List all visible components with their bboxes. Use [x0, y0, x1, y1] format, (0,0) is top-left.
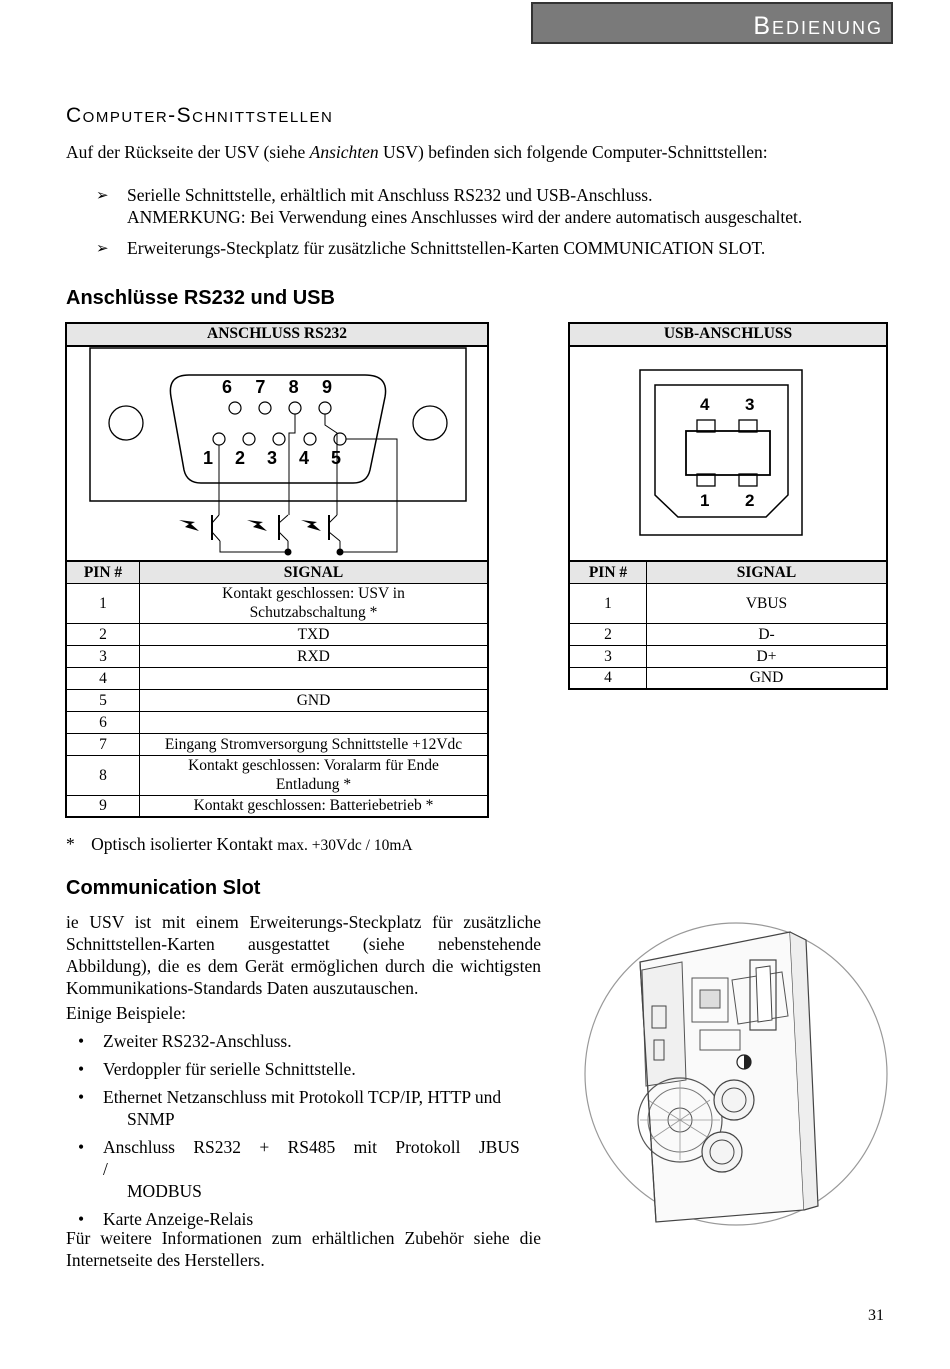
table-row [66, 667, 488, 689]
usb-pin-table [568, 560, 888, 690]
table-row [66, 733, 488, 755]
column-header-signal: SIGNAL [140, 561, 489, 583]
signal-cell: VBUS [647, 583, 888, 623]
db9-top-pin-labels [222, 377, 332, 398]
db9-bottom-pin-labels [203, 448, 341, 469]
usb-b-connector-diagram [570, 345, 885, 561]
examples-list [66, 1030, 541, 1230]
signal-cell [140, 583, 489, 623]
closing-paragraph: Für weitere Informationen zum erhältlichen Zubehör siehe die Internetseite des Herstellers. [66, 1228, 541, 1270]
table-row [66, 583, 488, 623]
list-item [66, 1136, 541, 1202]
list-item [66, 1086, 541, 1130]
list-item [66, 1058, 541, 1080]
list-item-text: Anschluss RS232 + RS485 mit Protokoll JBUS / [103, 1137, 520, 1179]
chapter-title: Bedienung [753, 12, 883, 40]
pin-label: 3 [266, 448, 277, 468]
rs232-box-title: ANSCHLUSS RS232 [65, 322, 489, 347]
signal-line: Schutzabschaltung * [249, 604, 378, 621]
pin-cell: 1 [569, 583, 647, 623]
column-header-pin: PIN # [66, 561, 140, 583]
signal-cell: TXD [140, 623, 489, 645]
pin-cell: 1 [66, 583, 140, 623]
pin-cell: 9 [66, 795, 140, 817]
bullet-dot-icon: • [78, 1087, 85, 1107]
pin-cell: 5 [66, 689, 140, 711]
footnote-text: Optisch isolierter Kontakt [91, 834, 273, 854]
signal-line: Entladung * [275, 776, 352, 793]
ups-rear-illustration [582, 920, 890, 1228]
bullet-dot-icon: • [78, 1209, 85, 1229]
pin-cell: 4 [66, 667, 140, 689]
table-row [66, 645, 488, 667]
pin-label: 7 [255, 377, 266, 397]
intro-text-italic: Ansichten [309, 142, 379, 162]
usb-box-title: USB-ANSCHLUSS [568, 322, 888, 347]
bullet-line: Serielle Schnittstelle, erhältlich mit Anschluss RS232 und USB-Anschluss. [127, 185, 653, 205]
section-intro [66, 141, 886, 163]
section-title-computer-interfaces: Computer-Schnittstellen [66, 104, 334, 127]
bullet-line: Erweiterungs-Steckplatz für zusätzliche Schnittstellen-Karten COMMUNICATION SLOT. [127, 238, 766, 258]
pin-label: 8 [288, 377, 299, 397]
pin-cell: 6 [66, 711, 140, 733]
comm-slot-paragraph: ie USV ist mit einem Erweiterungs-Steckplatz für zusätzliche Schnittstellen-Karten ausgestattet (siehe nebenstehende Abbildung), die es dem Gerät ermöglichen durch die wichtigsten Kommunikations-Standards Daten auszutauschen. [66, 912, 541, 998]
chapter-header [531, 2, 893, 44]
ups-rear-panel-image [582, 920, 890, 1228]
usb-pin-label: 3 [745, 395, 755, 414]
list-item-text: Zweiter RS232-Anschluss. [103, 1031, 292, 1051]
signal-cell: Kontakt geschlossen: Batteriebetrieb * [140, 795, 489, 817]
arrow-bullet-icon: ➢ [96, 241, 109, 257]
list-item-text: MODBUS [127, 1181, 202, 1201]
table-row [66, 689, 488, 711]
usb-pin-label: 1 [700, 491, 710, 510]
pin-label: 5 [330, 448, 341, 468]
rs232-diagram [65, 345, 489, 561]
pin-cell: 2 [66, 623, 140, 645]
bullet-item-slot [96, 237, 896, 259]
signal-cell [140, 755, 489, 795]
pin-label: 4 [298, 448, 309, 468]
signal-cell [140, 667, 489, 689]
heading-rs232-usb: Anschlüsse RS232 und USB [66, 287, 335, 309]
signal-line: Kontakt geschlossen: USV in [222, 585, 405, 602]
list-item-text: Karte Anzeige-Relais [103, 1209, 254, 1229]
footnote-spec: max. +30Vdc / 10mA [277, 837, 413, 854]
signal-cell: D+ [647, 645, 888, 667]
examples-label: Einige Beispiele: [66, 1003, 187, 1023]
intro-text-a: Auf der Rückseite der USV (siehe [66, 142, 310, 162]
signal-cell: Eingang Stromversorgung Schnittstelle +12Vdc [140, 733, 489, 755]
table-row [569, 623, 887, 645]
bullet-dot-icon: • [78, 1137, 85, 1157]
pin-label: 9 [321, 377, 332, 397]
bullet-dot-icon: • [78, 1059, 85, 1079]
bullet-item-serial [96, 184, 896, 228]
footnote-star: * [66, 834, 75, 854]
heading-communication-slot: Communication Slot [66, 877, 261, 899]
pin-cell: 3 [569, 645, 647, 667]
pin-label: 2 [234, 448, 245, 468]
table-row [66, 711, 488, 733]
bullet-line: ANMERKUNG: Bei Verwendung eines Anschlusses wird der andere automatisch ausgeschaltet. [127, 207, 803, 227]
table-row [569, 645, 887, 667]
column-header-signal: SIGNAL [647, 561, 888, 583]
rs232-pin-table [65, 560, 489, 818]
usb-pin-label: 2 [745, 491, 755, 510]
signal-cell: RXD [140, 645, 489, 667]
pin-cell: 8 [66, 755, 140, 795]
pin-label: 6 [222, 377, 233, 397]
signal-line: Kontakt geschlossen: Voralarm für Ende [188, 757, 439, 774]
pin-cell: 3 [66, 645, 140, 667]
bullet-dot-icon: • [78, 1031, 85, 1051]
pin-cell: 7 [66, 733, 140, 755]
signal-cell: D- [647, 623, 888, 645]
usb-diagram [568, 345, 888, 561]
list-item-text: Verdoppler für serielle Schnittstelle. [103, 1059, 356, 1079]
arrow-bullet-icon: ➢ [96, 188, 109, 204]
pin-cell: 2 [569, 623, 647, 645]
table-row [569, 583, 887, 623]
column-header-pin: PIN # [569, 561, 647, 583]
table-row [66, 795, 488, 817]
signal-cell: GND [140, 689, 489, 711]
intro-text-b: USV) befinden sich folgende Computer-Schnittstellen: [378, 142, 768, 162]
footnote [66, 833, 413, 857]
list-item-text: Ethernet Netzanschluss mit Protokoll TCP/IP, HTTP und [103, 1087, 502, 1107]
signal-cell: GND [647, 667, 888, 689]
table-row [569, 667, 887, 689]
signal-cell [140, 711, 489, 733]
usb-pin-label: 4 [700, 395, 710, 414]
pin-label: 1 [203, 448, 214, 468]
list-item [66, 1030, 541, 1052]
pin-cell: 4 [569, 667, 647, 689]
page-number: 31 [868, 1307, 884, 1324]
list-item-text: SNMP [127, 1109, 175, 1129]
table-row [66, 755, 488, 795]
table-row [66, 623, 488, 645]
